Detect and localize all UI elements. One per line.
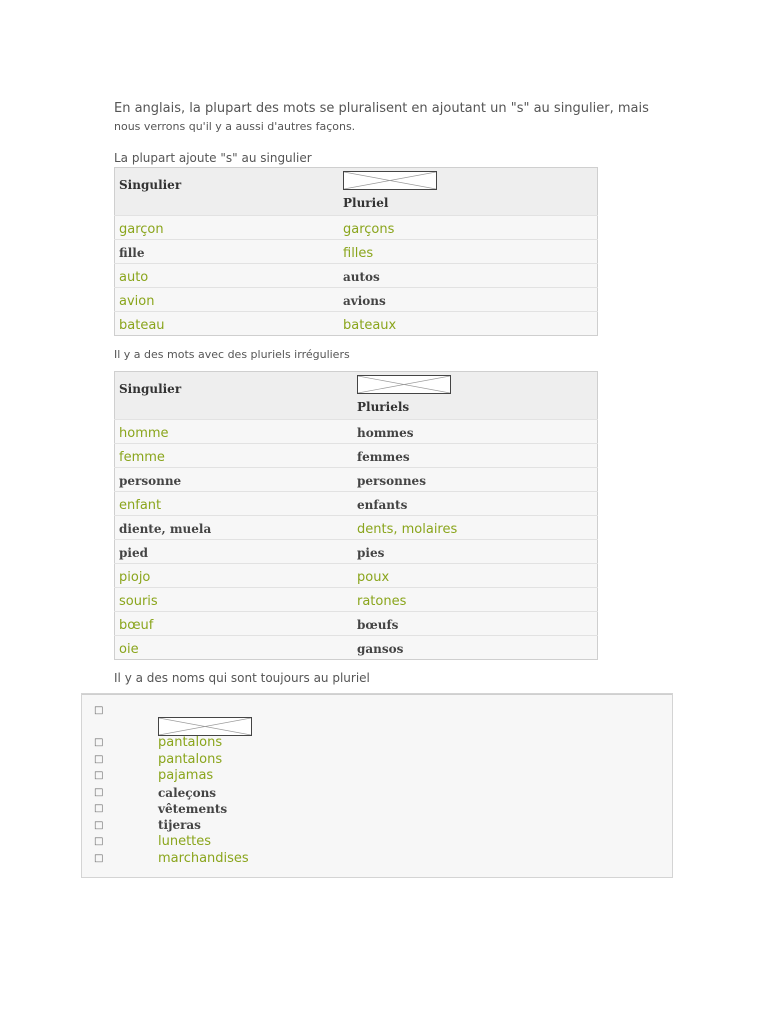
always-plural-list bbox=[81, 693, 673, 878]
singular-cell[interactable]: souris bbox=[119, 594, 158, 609]
plural-cell: bœufs bbox=[357, 618, 399, 632]
table-row bbox=[115, 288, 598, 312]
singular-cell[interactable]: garçon bbox=[119, 222, 164, 237]
table1-caption: La plupart ajoute "s" au singulier bbox=[114, 151, 312, 165]
singular-cell[interactable]: bœuf bbox=[119, 618, 154, 633]
plural-cell: pies bbox=[357, 546, 385, 560]
singular-cell: fille bbox=[119, 246, 145, 260]
singular-cell[interactable]: piojo bbox=[119, 570, 151, 585]
singular-cell: diente, muela bbox=[119, 522, 212, 536]
table-row bbox=[115, 420, 598, 444]
table-row bbox=[115, 240, 598, 264]
table-row bbox=[115, 312, 598, 336]
divider bbox=[82, 694, 672, 695]
broken-image-icon bbox=[357, 375, 451, 394]
missing-glyph-icon: □ bbox=[94, 803, 104, 814]
singular-cell[interactable]: bateau bbox=[119, 318, 165, 333]
table2-caption: Il y a des mots avec des pluriels irréguliers bbox=[114, 348, 350, 361]
broken-image-icon bbox=[158, 717, 252, 736]
missing-glyph-icon: □ bbox=[94, 820, 104, 831]
plural-cell[interactable]: bateaux bbox=[343, 318, 397, 333]
plural-cell: avions bbox=[343, 294, 386, 308]
singular-cell[interactable]: homme bbox=[119, 426, 169, 441]
list-item[interactable]: pantalons bbox=[158, 735, 223, 750]
singular-cell[interactable]: avion bbox=[119, 294, 155, 309]
plural-cell: femmes bbox=[357, 450, 410, 464]
missing-glyph-icon: □ bbox=[94, 754, 104, 765]
missing-glyph-icon: □ bbox=[94, 853, 104, 864]
table-row bbox=[115, 636, 598, 660]
plural-cell: gansos bbox=[357, 642, 404, 656]
table-row bbox=[115, 516, 598, 540]
list-item: vêtements bbox=[158, 802, 228, 816]
singular-cell[interactable]: femme bbox=[119, 450, 165, 465]
plural-cell[interactable]: ratones bbox=[357, 594, 407, 609]
missing-glyph-icon: □ bbox=[94, 705, 104, 716]
singular-cell: pied bbox=[119, 546, 148, 560]
singular-cell[interactable]: enfant bbox=[119, 498, 162, 513]
list-item[interactable]: pajamas bbox=[158, 768, 214, 783]
plural-cell: personnes bbox=[357, 474, 426, 488]
missing-glyph-icon: □ bbox=[94, 787, 104, 798]
list-item[interactable]: marchandises bbox=[158, 851, 249, 866]
singular-cell: personne bbox=[119, 474, 182, 488]
table-row bbox=[115, 264, 598, 288]
plural-cell[interactable]: poux bbox=[357, 570, 390, 585]
table-row bbox=[115, 216, 598, 240]
singular-cell[interactable]: auto bbox=[119, 270, 149, 285]
list-item[interactable]: lunettes bbox=[158, 834, 212, 849]
table-header-row bbox=[115, 372, 598, 420]
column-header-plural: Pluriel bbox=[343, 196, 389, 210]
irregular-plurals-table bbox=[114, 371, 598, 660]
intro-line-2: nous verrons qu'il y a aussi d'autres façons. bbox=[114, 120, 356, 133]
table-row bbox=[115, 444, 598, 468]
list-item: caleçons bbox=[158, 786, 217, 800]
plural-cell: enfants bbox=[357, 498, 408, 512]
plural-cell[interactable]: filles bbox=[343, 246, 374, 261]
list-item[interactable]: pantalons bbox=[158, 752, 223, 767]
missing-glyph-icon: □ bbox=[94, 836, 104, 847]
singular-cell[interactable]: oie bbox=[119, 642, 139, 657]
missing-glyph-icon: □ bbox=[94, 737, 104, 748]
missing-glyph-icon: □ bbox=[94, 770, 104, 781]
list-item: tijeras bbox=[158, 818, 201, 832]
regular-plurals-table bbox=[114, 167, 598, 336]
plural-cell: hommes bbox=[357, 426, 414, 440]
table-row bbox=[115, 564, 598, 588]
table-row bbox=[115, 540, 598, 564]
table-row bbox=[115, 588, 598, 612]
column-header-singular: Singulier bbox=[119, 382, 182, 396]
table-row bbox=[115, 468, 598, 492]
column-header-singular: Singulier bbox=[119, 178, 182, 192]
table-header-row bbox=[115, 168, 598, 216]
list-caption: Il y a des noms qui sont toujours au pluriel bbox=[114, 671, 370, 685]
table-row bbox=[115, 612, 598, 636]
column-header-plural: Pluriels bbox=[357, 400, 410, 414]
plural-cell[interactable]: dents, molaires bbox=[357, 522, 458, 537]
broken-image-icon bbox=[343, 171, 437, 190]
plural-cell: autos bbox=[343, 270, 380, 284]
table-row bbox=[115, 492, 598, 516]
intro-line-1: En anglais, la plupart des mots se pluralisent en ajoutant un "s" au singulier, mais bbox=[114, 101, 649, 116]
plural-cell[interactable]: garçons bbox=[343, 222, 395, 237]
